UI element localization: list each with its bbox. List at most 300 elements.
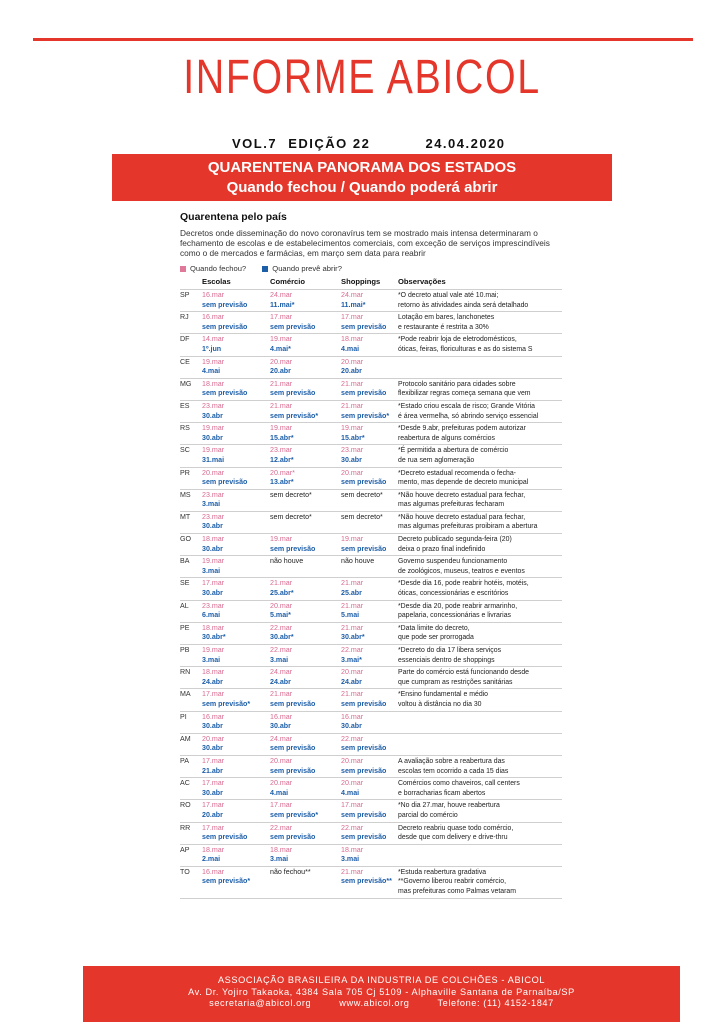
table-row <box>180 822 562 844</box>
malls-closed-date: 23.mar <box>341 446 364 455</box>
quarantine-table <box>180 277 562 899</box>
malls-reopen-date: sem previsão <box>341 478 387 487</box>
commerce-closed-date: sem decreto* <box>270 490 312 499</box>
notes-cell <box>398 645 562 667</box>
schools-reopen-date: 3.mai <box>202 566 221 575</box>
commerce-cell <box>270 755 341 777</box>
commerce-reopen-date: 12.abr* <box>270 455 294 464</box>
notes-cell <box>398 800 562 822</box>
malls-cell <box>341 711 398 733</box>
malls-reopen-date: 30.abr <box>341 722 362 731</box>
schools-reopen-date: 20.abr <box>202 810 223 819</box>
schools-closed-date: 17.mar <box>202 801 225 810</box>
schools-reopen-date: 4.mai <box>202 367 221 376</box>
schools-closed-date: 17.mar <box>202 823 225 832</box>
schools-cell <box>202 667 270 689</box>
state-code: AC <box>180 778 202 800</box>
schools-reopen-date: 30.abr <box>202 411 223 420</box>
commerce-cell <box>270 778 341 800</box>
schools-reopen-date: 30.abr <box>202 522 223 531</box>
state-code: RR <box>180 822 202 844</box>
note-line: flexibilizar regras começa semana que vem <box>398 390 531 398</box>
malls-reopen-date: 30.abr* <box>341 633 365 642</box>
table-row <box>180 645 562 667</box>
malls-closed-date: 20.mar <box>341 468 364 477</box>
commerce-closed-date: não fechou** <box>270 867 311 876</box>
table-row <box>180 378 562 400</box>
state-code: AL <box>180 600 202 622</box>
malls-closed-date: 22.mar <box>341 646 364 654</box>
schools-cell <box>202 689 270 711</box>
table-body <box>180 290 562 899</box>
schools-reopen-date: 3.mai <box>202 500 221 509</box>
malls-reopen-date: sem previsão <box>341 810 387 819</box>
malls-closed-date: 21.mar <box>341 867 364 876</box>
malls-closed-date: 20.mar <box>341 668 364 677</box>
table-row <box>180 800 562 822</box>
note-line: **Governo liberou reabrir comércio, <box>398 878 506 886</box>
malls-reopen-date: sem previsão <box>341 744 387 753</box>
malls-cell <box>341 400 398 422</box>
schools-closed-date: 14.mar <box>202 335 225 344</box>
article-title: Quarentena pelo país <box>180 211 287 223</box>
malls-reopen-date: sem previsão <box>341 322 387 331</box>
commerce-cell <box>270 334 341 356</box>
note-line: é área vermelha, só abrindo serviço essencial <box>398 412 539 420</box>
malls-closed-date: 17.mar <box>341 801 364 810</box>
schools-cell <box>202 290 270 312</box>
malls-cell <box>341 534 398 556</box>
table-row <box>180 778 562 800</box>
schools-reopen-date: 3.mai <box>202 655 221 664</box>
footer-org: ASSOCIAÇÃO BRASILEIRA DA INDUSTRIA DE COLCHÕES - ABICOL <box>217 975 546 985</box>
note-line: *Decreto estadual recomenda o fecha- <box>398 469 516 477</box>
malls-reopen-date: sem previsão <box>341 766 387 775</box>
schools-cell <box>202 800 270 822</box>
commerce-closed-date: 18.mar <box>270 845 293 854</box>
commerce-closed-date: 19.mar <box>270 335 293 344</box>
note-line: que cumpram as restrições sanitárias <box>398 678 513 686</box>
schools-cell <box>202 511 270 533</box>
schools-reopen-date: 21.abr <box>202 766 223 775</box>
note-line: Lotação em bares, lanchonetes <box>398 314 495 322</box>
note-line: papelaria, concessionárias e livrarias <box>398 612 511 620</box>
note-line: Comércios como chaveiros, call centers <box>398 780 520 788</box>
schools-cell <box>202 489 270 511</box>
note-line: *Estado criou escala de risco; Grande Vitória <box>398 402 535 410</box>
schools-reopen-date: 2.mai <box>202 855 221 864</box>
note-line: mas algumas prefeituras proibiram a abertura <box>398 523 538 531</box>
note-line: voltou à distância no dia 30 <box>398 700 482 708</box>
legend-reopen-label: Quando prevê abrir? <box>272 264 342 273</box>
malls-reopen-date: 4.mai <box>341 788 360 797</box>
table-row <box>180 334 562 356</box>
schools-closed-date: 17.mar <box>202 756 225 765</box>
state-code: SC <box>180 445 202 467</box>
malls-closed-date: 20.mar <box>341 756 364 765</box>
note-line: mas prefeituras como Palmas vetaram <box>398 888 516 896</box>
commerce-reopen-date: 30.abr <box>270 722 291 731</box>
commerce-cell <box>270 645 341 667</box>
malls-closed-date: 18.mar <box>341 335 364 344</box>
notes-cell <box>398 511 562 533</box>
table-row <box>180 534 562 556</box>
notes-cell <box>398 844 562 866</box>
banner-subtitle: Quando fechou / Quando poderá abrir <box>226 179 498 196</box>
malls-closed-date: 22.mar <box>341 734 364 743</box>
issue-info <box>232 136 512 151</box>
schools-closed-date: 18.mar <box>202 623 225 632</box>
notes-cell <box>398 312 562 334</box>
commerce-reopen-date: sem previsão <box>270 699 316 708</box>
schools-cell <box>202 578 270 600</box>
malls-cell <box>341 356 398 378</box>
schools-closed-date: 19.mar <box>202 357 225 366</box>
table-row <box>180 511 562 533</box>
legend-reopen <box>262 264 342 273</box>
malls-cell <box>341 445 398 467</box>
table-row <box>180 423 562 445</box>
malls-closed-date: 20.mar <box>341 357 364 366</box>
commerce-reopen-date: 3.mai <box>270 855 289 864</box>
malls-cell <box>341 822 398 844</box>
commerce-cell <box>270 866 341 898</box>
footer-address: Av. Dr. Yojiro Takaoka, 4384 Sala 705 Cj 5109 - Alphaville Santana de Parnaíba/SP <box>188 986 575 997</box>
commerce-closed-date: 21.mar <box>270 401 293 410</box>
schools-closed-date: 23.mar <box>202 401 225 410</box>
note-line: *Não houve decreto estadual para fechar, <box>398 491 526 499</box>
note-line: e borracharias ficam abertos <box>398 789 486 797</box>
malls-reopen-date: 25.abr <box>341 589 362 598</box>
state-code: AM <box>180 733 202 755</box>
schools-reopen-date: 30.abr <box>202 722 223 731</box>
note-line: A avaliação sobre a reabertura das <box>398 757 505 765</box>
malls-closed-date: sem decreto* <box>341 490 383 499</box>
commerce-cell <box>270 711 341 733</box>
note-line: *Decreto do dia 17 libera serviços <box>398 647 502 654</box>
schools-cell <box>202 356 270 378</box>
commerce-closed-date: 24.mar <box>270 734 293 743</box>
note-line: desde que com delivery e drive-thru <box>398 834 508 842</box>
state-code: ES <box>180 400 202 422</box>
table-row <box>180 400 562 422</box>
malls-cell <box>341 844 398 866</box>
table-row <box>180 467 562 489</box>
schools-reopen-date: sem previsão* <box>202 699 251 708</box>
commerce-cell <box>270 312 341 334</box>
legend-closed-label: Quando fechou? <box>190 264 247 273</box>
note-line: óticas, feiras, floriculturas e as do sistema S <box>398 345 533 353</box>
note-line: *Desde dia 20, pode reabrir armarinho, <box>398 602 518 610</box>
state-code: PI <box>180 711 202 733</box>
notes-cell <box>398 489 562 511</box>
notes-cell <box>398 534 562 556</box>
malls-cell <box>341 556 398 578</box>
note-line: Decreto reabriu quase todo comércio, <box>398 824 514 832</box>
malls-cell <box>341 667 398 689</box>
commerce-closed-date: 19.mar <box>270 424 293 433</box>
commerce-cell <box>270 445 341 467</box>
table-row <box>180 667 562 689</box>
col-header-commerce: Comércio <box>270 277 306 286</box>
malls-reopen-date: 30.abr <box>341 455 362 464</box>
table-row <box>180 290 562 312</box>
quarantine-article <box>180 211 562 899</box>
notes-cell <box>398 755 562 777</box>
schools-cell <box>202 534 270 556</box>
commerce-reopen-date: 4.mai* <box>270 344 291 353</box>
legend-closed-swatch <box>180 266 186 272</box>
notes-cell <box>398 733 562 755</box>
section-banner <box>112 154 612 201</box>
commerce-cell <box>270 511 341 533</box>
note-line: escolas tem ocorrido a cada 15 dias <box>398 767 509 775</box>
state-code: RS <box>180 423 202 445</box>
malls-cell <box>341 312 398 334</box>
schools-cell <box>202 400 270 422</box>
footer-email: secretaria@abicol.org <box>209 998 312 1008</box>
schools-reopen-date: 30.abr <box>202 788 223 797</box>
state-code: GO <box>180 534 202 556</box>
malls-closed-date: 21.mar <box>341 623 364 632</box>
schools-closed-date: 17.mar <box>202 690 225 699</box>
notes-cell <box>398 689 562 711</box>
malls-closed-date: 17.mar <box>341 313 364 322</box>
malls-cell <box>341 467 398 489</box>
notes-cell <box>398 378 562 400</box>
issue-date: 24.04.2020 <box>425 136 506 151</box>
commerce-cell <box>270 622 341 644</box>
schools-reopen-date: sem previsão <box>202 833 248 842</box>
malls-closed-date: 19.mar <box>341 535 364 544</box>
commerce-closed-date: 17.mar <box>270 313 293 322</box>
state-code: RO <box>180 800 202 822</box>
commerce-reopen-date: sem previsão <box>270 389 316 398</box>
malls-cell <box>341 800 398 822</box>
schools-reopen-date: 6.mai <box>202 611 221 620</box>
table-row <box>180 689 562 711</box>
malls-cell <box>341 290 398 312</box>
schools-reopen-date: sem previsão <box>202 322 248 331</box>
schools-closed-date: 18.mar <box>202 535 225 544</box>
malls-closed-date: 20.mar <box>341 779 364 788</box>
state-code: SP <box>180 290 202 312</box>
commerce-cell <box>270 356 341 378</box>
schools-cell <box>202 866 270 898</box>
issue-edition: EDIÇÃO 22 <box>288 136 371 151</box>
schools-cell <box>202 467 270 489</box>
commerce-cell <box>270 600 341 622</box>
table-row <box>180 755 562 777</box>
note-line: Protocolo sanitário para cidades sobre <box>398 380 516 388</box>
schools-closed-date: 18.mar <box>202 845 225 854</box>
notes-cell <box>398 578 562 600</box>
schools-closed-date: 16.mar <box>202 313 225 322</box>
commerce-closed-date: 22.mar <box>270 823 293 832</box>
legend <box>180 264 562 273</box>
note-line: *Desde dia 16, pode reabrir hotéis, motéis, <box>398 580 529 588</box>
notes-cell <box>398 423 562 445</box>
malls-reopen-date: 15.abr* <box>341 433 365 442</box>
commerce-closed-date: 20.mar <box>270 357 293 366</box>
schools-reopen-date: sem previsão <box>202 389 248 398</box>
malls-cell <box>341 622 398 644</box>
table-row <box>180 312 562 334</box>
schools-closed-date: 17.mar <box>202 579 225 588</box>
malls-closed-date: 22.mar <box>341 823 364 832</box>
malls-cell <box>341 511 398 533</box>
note-line: e restaurante é restrita a 30% <box>398 323 489 331</box>
commerce-closed-date: 21.mar <box>270 690 293 699</box>
state-code: TO <box>180 866 202 898</box>
schools-cell <box>202 733 270 755</box>
malls-reopen-date: sem previsão <box>341 833 387 842</box>
malls-closed-date: 21.mar <box>341 690 364 699</box>
notes-cell <box>398 356 562 378</box>
notes-cell <box>398 667 562 689</box>
malls-cell <box>341 423 398 445</box>
malls-reopen-date: sem previsão <box>341 699 387 708</box>
state-code: PB <box>180 645 202 667</box>
schools-closed-date: 16.mar <box>202 291 225 299</box>
commerce-closed-date: sem decreto* <box>270 512 312 521</box>
commerce-reopen-date: sem previsão <box>270 766 316 775</box>
commerce-closed-date: 24.mar <box>270 668 293 677</box>
malls-reopen-date: 24.abr <box>341 677 362 686</box>
article-intro: Decretos onde disseminação do novo coronavírus tem se mostrado mais intensa determinaram o fechamento de escolas e de estabelecimentos comerciais, com exceção de serviços imprescindíveis como o de mercados e farmácias, em março sem data para reabrir <box>180 228 550 258</box>
schools-reopen-date: 31.mai <box>202 455 225 464</box>
note-line: de rua sem aglomeração <box>398 456 475 464</box>
malls-cell <box>341 733 398 755</box>
schools-reopen-date: sem previsão <box>202 478 248 487</box>
commerce-closed-date: 21.mar <box>270 379 293 388</box>
schools-reopen-date: sem previsão* <box>202 877 251 886</box>
schools-cell <box>202 755 270 777</box>
note-line: mento, mas depende de decreto municipal <box>398 479 529 487</box>
table-header-row <box>180 277 562 290</box>
schools-closed-date: 18.mar <box>202 668 225 677</box>
commerce-closed-date: 24.mar <box>270 291 293 299</box>
malls-cell <box>341 755 398 777</box>
table-row <box>180 733 562 755</box>
commerce-cell <box>270 556 341 578</box>
commerce-reopen-date: 24.abr <box>270 677 291 686</box>
schools-closed-date: 19.mar <box>202 646 225 654</box>
state-code: MG <box>180 378 202 400</box>
schools-cell <box>202 378 270 400</box>
schools-reopen-date: sem previsão <box>202 300 248 309</box>
notes-cell <box>398 290 562 312</box>
notes-cell <box>398 445 562 467</box>
commerce-closed-date: 21.mar <box>270 579 293 588</box>
schools-cell <box>202 822 270 844</box>
schools-cell <box>202 600 270 622</box>
col-header-malls: Shoppings <box>341 277 381 286</box>
note-line: *Desde 9.abr, prefeituras podem autorizar <box>398 425 526 433</box>
schools-reopen-date: 1º.jun <box>202 344 222 353</box>
malls-closed-date: 21.mar <box>341 601 364 610</box>
state-code: RJ <box>180 312 202 334</box>
col-header-notes: Observações <box>398 277 446 286</box>
malls-reopen-date: 20.abr <box>341 367 362 376</box>
table-row <box>180 356 562 378</box>
top-rule <box>33 38 693 41</box>
notes-cell <box>398 778 562 800</box>
schools-closed-date: 18.mar <box>202 379 225 388</box>
notes-cell <box>398 600 562 622</box>
schools-cell <box>202 423 270 445</box>
commerce-reopen-date: sem previsão <box>270 744 316 753</box>
malls-cell <box>341 689 398 711</box>
issue-volume: VOL.7 <box>232 136 278 151</box>
commerce-closed-date: 20.mar* <box>270 468 295 477</box>
malls-reopen-date: 5.mai <box>341 611 360 620</box>
legend-reopen-swatch <box>262 266 268 272</box>
malls-closed-date: 24.mar <box>341 291 364 299</box>
commerce-cell <box>270 423 341 445</box>
commerce-reopen-date: 25.abr* <box>270 589 294 598</box>
malls-closed-date: 18.mar <box>341 845 364 854</box>
commerce-closed-date: 22.mar <box>270 623 293 632</box>
malls-cell <box>341 334 398 356</box>
note-line: *No dia 27.mar, houve reabertura <box>398 802 500 810</box>
commerce-reopen-date: sem previsão* <box>270 810 319 819</box>
note-line: Parte do comércio está funcionando desde <box>398 669 530 677</box>
note-line: *Ensino fundamental e médio <box>398 691 489 699</box>
schools-cell <box>202 844 270 866</box>
malls-reopen-date: sem previsão* <box>341 411 390 420</box>
schools-cell <box>202 622 270 644</box>
commerce-cell <box>270 844 341 866</box>
commerce-reopen-date: 13.abr* <box>270 478 294 487</box>
footer-contacts <box>83 998 680 1010</box>
note-line: *Pode reabrir loja de eletrodomésticos, <box>398 336 517 344</box>
schools-cell <box>202 334 270 356</box>
commerce-cell <box>270 822 341 844</box>
schools-reopen-date: 30.abr <box>202 544 223 553</box>
schools-reopen-date: 30.abr* <box>202 633 226 642</box>
commerce-cell <box>270 534 341 556</box>
schools-closed-date: 23.mar <box>202 490 225 499</box>
commerce-reopen-date: 15.abr* <box>270 433 294 442</box>
table-row <box>180 489 562 511</box>
notes-cell <box>398 400 562 422</box>
commerce-reopen-date: sem previsão* <box>270 411 319 420</box>
commerce-cell <box>270 400 341 422</box>
commerce-cell <box>270 489 341 511</box>
schools-closed-date: 19.mar <box>202 446 225 455</box>
malls-closed-date: 21.mar <box>341 579 364 588</box>
commerce-cell <box>270 467 341 489</box>
footer-site: www.abicol.org <box>339 998 410 1008</box>
note-line: que pode ser prorrogada <box>398 634 474 642</box>
table-row <box>180 600 562 622</box>
schools-closed-date: 19.mar <box>202 424 225 433</box>
malls-reopen-date: 4.mai <box>341 344 360 353</box>
schools-cell <box>202 312 270 334</box>
state-code: PA <box>180 755 202 777</box>
commerce-reopen-date: 5.mai* <box>270 611 291 620</box>
footer-phone: Telefone: (11) 4152-1847 <box>437 998 554 1008</box>
schools-cell <box>202 645 270 667</box>
schools-cell <box>202 711 270 733</box>
schools-closed-date: 20.mar <box>202 734 225 743</box>
state-code: PR <box>180 467 202 489</box>
note-line: *É permitida a abertura de comércio <box>398 447 509 455</box>
state-code: PE <box>180 622 202 644</box>
notes-cell <box>398 822 562 844</box>
table-row <box>180 866 562 898</box>
